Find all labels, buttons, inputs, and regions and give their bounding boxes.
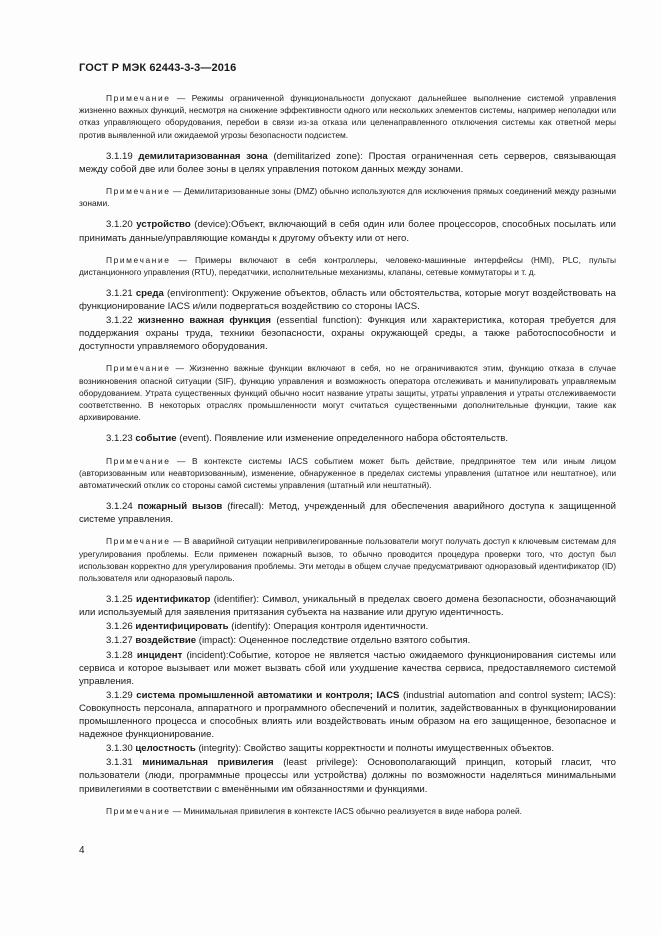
definition-number: 3.1.27 — [106, 635, 133, 647]
definition-3-1-22 — [79, 314, 616, 353]
definition-text: (identifier): Символ, уникальный в пределах своего домена безопасности, обозначающий или используемый для заявления притязания субъекта на название или другую идентичность. — [79, 594, 616, 619]
definition-term: система промышленной автоматики и контроля; IACS — [136, 689, 400, 701]
page-content — [79, 92, 616, 826]
page-number: 4 — [79, 845, 85, 856]
definition-number: 3.1.19 — [106, 150, 133, 162]
definition-term: целостность — [135, 743, 196, 755]
note-text: — В контексте системы IACS событием может быть действие, предпринятое тем или иным лицом (авторизованным или неавторизованным), изменение, обнаруженное в пределах системы управления (штатное или нештатное), или автоматический отклик со стороны самой системы управления (штатный или нештатный). — [79, 455, 616, 490]
definition-term: жизненно важная функция — [138, 315, 271, 327]
definition-term: идентификатор — [135, 594, 211, 606]
definition-text: (incident):Событие, которое не является частью ожидаемого функционирования системы или сервиса и которое вызывает или может вызвать сбой или ухудшение качества сервиса, предоставляемого системой управления. — [79, 649, 616, 687]
definition-number: 3.1.26 — [106, 621, 133, 633]
definition-text: (least privilege): Основополагающий принцип, который гласит, что пользователи (люди, программные процессы или устройства) должны по возможности наделяться минимальными привилегиями в соответствии с вменёнными им обязанностями и функциями. — [79, 757, 616, 795]
definition-3-1-28 — [79, 649, 616, 688]
note-paragraph — [79, 362, 616, 423]
note-paragraph — [79, 92, 616, 141]
note-text: — Режимы ограниченной функциональности допускают дальнейшее выполнение системой управления жизненно важных функций, несмотря на снижение эффективности одного или нескольких элементов системы, например неполадки или отказ управляющего оборудования, перебои в связи из-за отказа или целенаправленного отключения системы как ответной меры против выявленной или ожидаемой угрозы безопасности подсистем. — [79, 93, 616, 140]
definition-number: 3.1.23 — [106, 433, 133, 445]
definition-number: 3.1.28 — [106, 649, 133, 661]
definition-number: 3.1.30 — [106, 743, 133, 755]
definition-term: устройство — [136, 219, 191, 231]
note-label: Примечание — [106, 536, 171, 547]
definition-text: (impact): Оцененное последствие отдельно взятого события. — [196, 635, 471, 647]
definition-3-1-24 — [79, 500, 616, 526]
definition-text: (integrity): Свойство защиты корректности и полноты имущественных объектов. — [195, 743, 555, 755]
note-label: Примечание — [106, 186, 171, 196]
note-label: Примечание — [106, 455, 171, 466]
note-label: Примечание — [106, 254, 171, 265]
definition-term: минимальная привилегия — [142, 757, 274, 769]
definition-term: демилитаризованная зона — [138, 150, 268, 162]
note-paragraph — [79, 535, 616, 584]
definition-text: (essential function): Функция или характеристика, которая требуется для поддержания охраны труда, техники безопасности, охраны окружающей среды, а также работоспособности и доступности управляемого оборудования. — [79, 315, 617, 353]
definition-3-1-19 — [79, 150, 616, 176]
definition-term: воздействие — [135, 635, 197, 647]
note-text: — Примеры включают в себя контроллеры, человеко-машинные интерфейсы (HMI), PLC, пульты дистанционного управления (RTU), передатчики, исполнительные механизмы, клапаны, сетевые коммутаторы и т. д. — [79, 254, 616, 277]
definition-number: 3.1.24 — [106, 501, 133, 513]
note-label: Примечание — [106, 363, 171, 374]
definition-number: 3.1.20 — [106, 219, 133, 231]
note-label: Примечание — [106, 93, 171, 103]
definition-3-1-29 — [79, 689, 616, 741]
note-paragraph — [79, 185, 616, 209]
definition-term: идентифицировать — [135, 621, 229, 633]
definition-text: (event). Появление или изменение определенного набора обстоятельств. — [176, 433, 509, 445]
note-text: — Жизненно важные функции включают в себя, но не ограничиваются этим, функцию отказа в случае возникновения опасной ситуации (SIF), функцию управления и возможность оператора отслеживать и манипулировать управляемым оборудованием. Утрата существенных функций обычно носит название утраты защиты, утраты управления и утраты отслеживаемости соответственно. В некоторых отраслях промышленности могут считаться существенными дополнительные функции, такие как архивирование. — [79, 363, 616, 423]
definition-number: 3.1.22 — [106, 315, 133, 327]
definition-number: 3.1.25 — [106, 594, 133, 606]
definition-3-1-31 — [79, 756, 616, 795]
note-text: — Минимальная привилегия в контексте IACS обычно реализуется в виде набора ролей. — [170, 805, 523, 816]
definition-3-1-30 — [79, 742, 616, 755]
page-header: ГОСТ Р МЭК 62443-3-3—2016 — [79, 62, 237, 74]
definition-text: (identify): Операция контроля идентичности. — [228, 621, 429, 633]
definition-3-1-25 — [79, 593, 616, 619]
definition-number: 3.1.21 — [106, 288, 133, 299]
note-paragraph — [79, 805, 616, 817]
definition-number: 3.1.31 — [106, 757, 133, 769]
note-paragraph — [79, 455, 616, 492]
definition-text: (industrial automation and control system; IACS): Совокупность персонала, аппаратного и программного обеспечений и политик, задействованных в функционировании промышленного процесса и способных влиять или воздействовать иным образом на его защищенное, безопасное и надежное функционирование. — [79, 689, 616, 741]
definition-text: (device):Объект, включающий в себя один или более процессоров, способных посылать или принимать данные/управляющие команды к другому объекту или от него. — [79, 219, 617, 244]
definition-3-1-20 — [79, 218, 616, 244]
definition-text: (demilitarized zone): Простая ограниченная сеть серверов, связывающая между собой две или более зоны в целях управления потоком данных между зонами. — [79, 150, 616, 175]
definition-term: инцидент — [136, 649, 183, 661]
definition-term: пожарный вызов — [137, 501, 223, 513]
definition-3-1-26 — [79, 620, 616, 633]
definition-text: (environment): Окружение объектов, область или обстоятельства, которые могут воздействовать на функционирование IACS и/или подвергаться воздействию со стороны IACS. — [79, 288, 617, 313]
note-text: — В аварийной ситуации непривилегированные пользователи могут получать доступ к ключевым системам для урегулирования проблемы. Если применен пожарный вызов, то обычно проводится процедура проверки того, что доступ был использован корректно для урегулирования проблемы. Эти методы в общем случае предусматривают одноразовый идентификатор (ID) пользователя или одноразовый пароль. — [79, 536, 616, 583]
definition-text: (firecall): Метод, учрежденный для обеспечения аварийного доступа к защищенной системе управления. — [79, 501, 617, 526]
definition-number: 3.1.29 — [106, 689, 133, 701]
note-label: Примечание — [106, 805, 171, 816]
definition-3-1-21 — [79, 287, 616, 313]
note-text: — Демилитаризованные зоны (DMZ) обычно используются для исключения прямых соединений между разными зонами. — [79, 186, 616, 209]
note-paragraph — [79, 254, 616, 278]
definition-3-1-23 — [79, 432, 616, 445]
definition-term: среда — [135, 288, 164, 299]
definition-term: событие — [135, 433, 177, 445]
definition-3-1-27 — [79, 634, 616, 647]
